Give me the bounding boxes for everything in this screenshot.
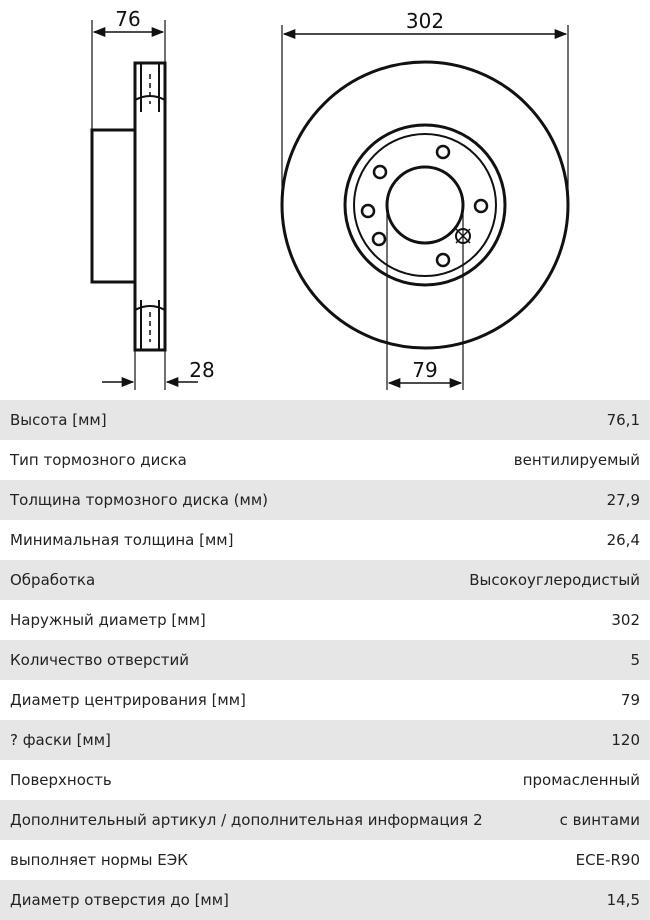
spec-value: вентилируемый	[513, 451, 640, 469]
spec-row	[0, 880, 650, 920]
spec-row	[0, 400, 650, 440]
spec-value: 5	[630, 651, 640, 669]
dim-label-302: 302	[405, 9, 445, 33]
spec-row	[0, 480, 650, 520]
spec-value: Высокоуглеродистый	[469, 571, 640, 589]
spec-row	[0, 680, 650, 720]
spec-value: 26,4	[606, 531, 640, 549]
dimension-79	[389, 358, 461, 383]
specs-table	[0, 400, 650, 920]
spec-value: 120	[611, 731, 640, 749]
spec-row	[0, 840, 650, 880]
spec-label: Дополнительный артикул / дополнительная информация 2	[10, 811, 483, 829]
spec-value: с винтами	[559, 811, 640, 829]
spec-label: Поверхность	[10, 771, 112, 789]
spec-label: Высота [мм]	[10, 411, 107, 429]
spec-label: ? фаски [мм]	[10, 731, 111, 749]
spec-label: Толщина тормозного диска (мм)	[10, 491, 269, 509]
spec-row	[0, 560, 650, 600]
spec-label: Тип тормозного диска	[10, 451, 187, 469]
spec-label: Количество отверстий	[10, 651, 190, 669]
spec-value: 27,9	[606, 491, 640, 509]
spec-value: 302	[611, 611, 640, 629]
dim-label-28: 28	[189, 358, 215, 382]
spec-label: Диаметр центрирования [мм]	[10, 691, 246, 709]
spec-row	[0, 600, 650, 640]
spec-value: 76,1	[606, 411, 640, 429]
spec-label: Минимальная толщина [мм]	[10, 531, 234, 549]
spec-row	[0, 520, 650, 560]
dimension-76	[94, 7, 163, 32]
dimension-28	[102, 358, 215, 382]
spec-value: 79	[620, 691, 640, 709]
spec-row	[0, 440, 650, 480]
spec-row	[0, 640, 650, 680]
side-view	[92, 20, 165, 390]
spec-label: Диаметр отверстия до [мм]	[10, 891, 229, 909]
dim-label-79: 79	[412, 358, 438, 382]
spec-value: 14,5	[606, 891, 640, 909]
spec-label: выполняет нормы ЕЭК	[10, 851, 188, 869]
front-view	[282, 25, 568, 390]
spec-row	[0, 760, 650, 800]
spec-label: Наружный диаметр [мм]	[10, 611, 206, 629]
dim-label-76: 76	[115, 7, 141, 31]
spec-row	[0, 720, 650, 760]
spec-value: промасленный	[522, 771, 640, 789]
brake-disc-drawing	[0, 0, 650, 400]
spec-row	[0, 800, 650, 840]
spec-value: ECE-R90	[575, 851, 640, 869]
dimension-302	[284, 9, 566, 34]
spec-label: Обработка	[10, 571, 96, 589]
